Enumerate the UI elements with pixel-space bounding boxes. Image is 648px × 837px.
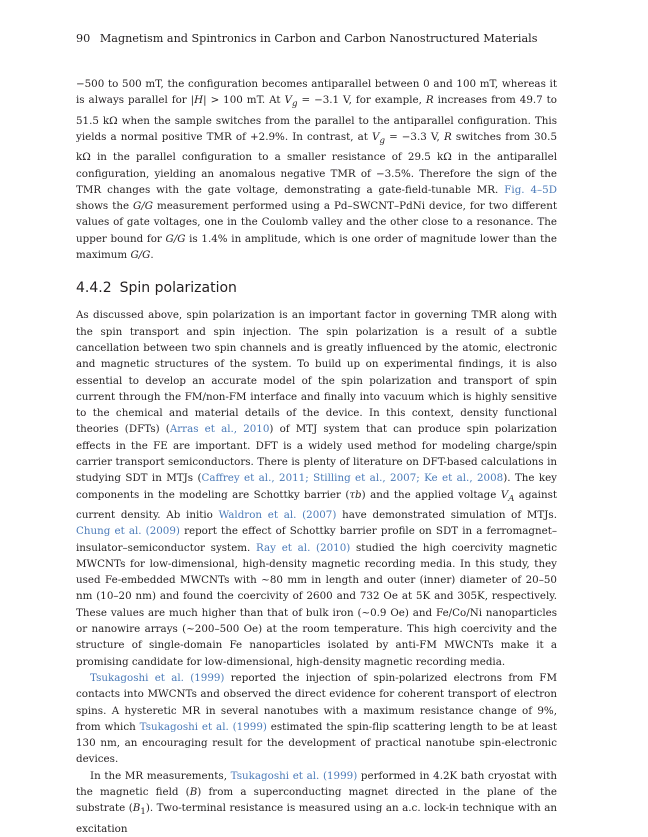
- section-heading: [76, 280, 557, 296]
- running-title: Magnetism and Spintronics in Carbon and Carbon Nanostructured Materials: [99, 32, 538, 45]
- citation-link[interactable]: Waldron et al. (2007): [218, 508, 337, 521]
- citation-link[interactable]: Chung et al. (2009): [76, 525, 180, 538]
- citation-link[interactable]: Tsukagoshi et al. (1999): [139, 720, 267, 733]
- citation-link[interactable]: Ray et al. (2010): [256, 541, 351, 554]
- paragraph-tmr-gate: −500 to 500 mT, the configuration becomes antiparallel between 0 and 100 mT, whereas it is always parallel for |H| > 100 mT. At $V_g = -3.1$ V, for example, R increases from 49.7 to 51.5 kΩ when the sample switches from the parallel to the antiparallel configuration. This yields a normal positive TMR of +2.9%. In contrast, at $V_g = -3.3$ V, R switches from 30.5 kΩ in the parallel configuration to a smaller resistance of 29.5 kΩ in the antiparallel configuration, yielding an anomalous negative TMR of −3.5%. Therefore the sign of the TMR changes with the gate voltage, demonstrating a gate-field-tunable MR. Fig. 4–5D shows the G/G measurement performed using a Pd–SWCNT–PdNi device, for two different values of gate voltages, one in the Coulomb valley and the other close to a resonance. The upper bound for G/G is 1.4% in amplitude, which is one order of magnitude lower than the maximum G/G.: [76, 78, 558, 262]
- body-text: [76, 76, 557, 837]
- field-magnitude: |H|: [190, 94, 207, 107]
- running-header: [76, 32, 576, 46]
- section-title: Spin polarization: [119, 280, 237, 297]
- citation-link[interactable]: Tsukagoshi et al. (1999): [230, 769, 358, 782]
- paragraph-spin-polarization: As discussed above, spin polarization is an important factor in governing TMR along with the spin transport and spin injection. The spin polarization is a result of a subtle cancellation between two spin channels and is greatly influenced by the atomic, electronic and magnetic structures of the system. To build up on experimental findings, it is also essential to develop an accurate model of the spin polarization and transport of spin current through the FM/non-FM interface and finally into vacuum which is highly sensitive to the chemical and material details of the device. In this context, density functional theories (DFTs) (Arras et al., 2010) of MTJ system that can produce spin polarization effects in the FE are important. DFT is a widely used method for modeling charge/spin carrier transport semiconductors. There is plenty of literature on DFT-based calculations in studying SDT in MTJs (Caffrey et al., 2011; Stilling et al., 2007; Ke et al., 2008). The key components in the modeling are Schottky barrier (τb) and the applied voltage $V_A$ against current density. Ab initio Waldron et al. (2007) have demonstrated simulation of MTJs. Chung et al. (2009) report the effect of Schottky barrier profile on SDT in a ferromagnet–insulator–semiconductor system. Ray et al. (2010) studied the high coercivity magnetic MWCNTs for low-dimensional, high-density magnetic recording media. In this study, they used Fe-embedded MWCNTs with ∼80 mm in length and outer (inner) diameter of 20–50 nm (10–20 nm) and found the coercivity of 2600 and 732 Oe at 5K and 305K, respectively. These values are much higher than that of bulk iron (∼0.9 Oe) and Fe/Co/Ni nanoparticles or nanowire arrays (∼200–500 Oe) at the room temperature. This high coercivity and the structure of single-domain Fe nanoparticles isolated by anti-FM MWCNTs make it a promising candidate for low-dimensional, high-density magnetic recording media.: [76, 309, 558, 668]
- figure-reference-link[interactable]: Fig. 4–5D: [504, 183, 557, 196]
- section-number: 4.4.2: [76, 280, 112, 297]
- page-number: 90: [76, 32, 91, 45]
- citation-link[interactable]: Arras et al., 2010: [169, 423, 270, 436]
- paragraph-mr-measurements: In the MR measurements, Tsukagoshi et al. (1999) performed in 4.2K bath cryostat with the magnetic field (B) from a superconducting magnet directed in the plane of the substrate $(B_1)$. Two-terminal resistance is measured using an a.c. lock-in technique with an excitation: [76, 769, 558, 835]
- paragraph-spin-injection: Tsukagoshi et al. (1999) reported the injection of spin-polarized electrons from FM contacts into MWCNTs and observed the direct evidence for coherent transport of electron spins. A hysteretic MR in several nanotubes with a maximum resistance change of 9%, from which Tsukagoshi et al. (1999) estimated the spin-flip scattering length to be at least 130 nm, an encouraging result for the development of practical nanotube spin-electronic devices.: [76, 671, 557, 766]
- citation-link[interactable]: Tsukagoshi et al. (1999): [90, 671, 225, 684]
- citation-link[interactable]: Caffrey et al., 2011; Stilling et al., 2007; Ke et al., 2008: [201, 472, 504, 485]
